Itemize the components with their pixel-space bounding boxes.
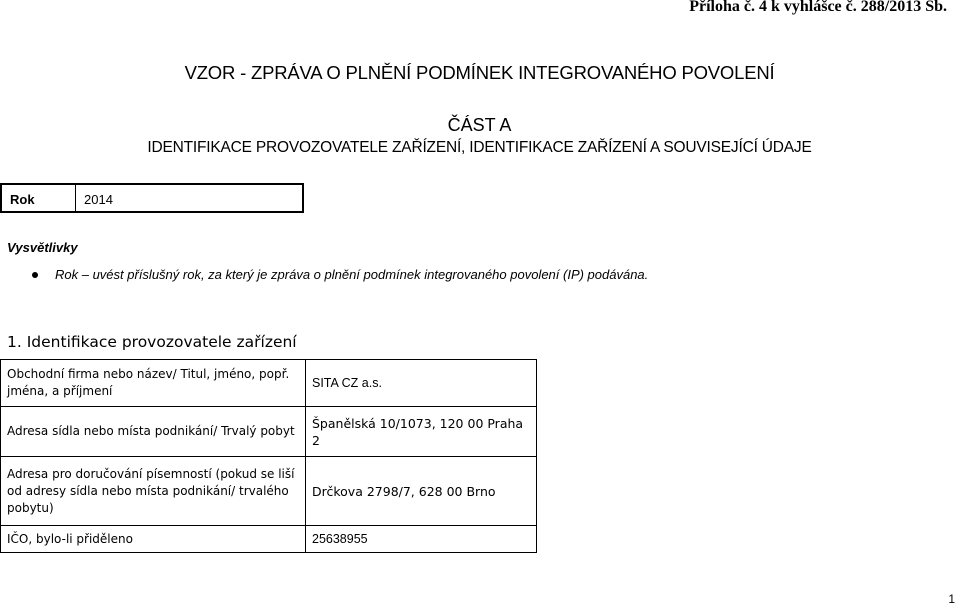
part-label: ČÁST A — [447, 115, 512, 135]
section-title: 1. Identifikace provozovatele zařízení — [7, 333, 297, 351]
operator-identification-table — [0, 359, 537, 553]
document-title: VZOR - ZPRÁVA O PLNĚNÍ PODMÍNEK INTEGROVANÉHO POVOLENÍ — [184, 62, 775, 83]
notes-heading: Vysvětlivky — [7, 240, 78, 255]
table-row — [1, 360, 537, 407]
part-subtitle: IDENTIFIKACE PROVOZOVATELE ZAŘÍZENÍ, IDENTIFIKACE ZAŘÍZENÍ A SOUVISEJÍCÍ ÚDAJE — [147, 139, 812, 156]
row-label: Obchodní firma nebo název/ Titul, jméno, popř. jména, a příjmení — [1, 360, 306, 407]
year-divider — [75, 185, 76, 211]
year-value: 2014 — [84, 192, 113, 207]
bullet-icon — [32, 272, 38, 278]
row-value: Španělská 10/1073, 120 00 Praha 2 — [306, 407, 537, 457]
year-label: Rok — [10, 192, 35, 207]
note-item: Rok – uvést příslušný rok, za který je zpráva o plnění podmínek integrovaného povolení (IP) podávána. — [55, 267, 649, 282]
table-row — [1, 526, 537, 553]
row-label: Adresa sídla nebo místa podnikání/ Trvalý pobyt — [1, 407, 306, 457]
year-field — [0, 183, 304, 213]
row-label: IČO, bylo-li přiděleno — [1, 526, 306, 553]
table-row — [1, 407, 537, 457]
annex-reference: Příloha č. 4 k vyhlášce č. 288/2013 Sb. — [689, 0, 947, 15]
row-value: Drčkova 2798/7, 628 00 Brno — [306, 457, 537, 526]
page-number: 1 — [948, 592, 955, 606]
row-label: Adresa pro doručování písemností (pokud se liší od adresy sídla nebo místa podnikání/ trvalého pobytu) — [1, 457, 306, 526]
row-value: 25638955 — [306, 526, 537, 553]
row-value: SITA CZ a.s. — [306, 360, 537, 407]
table-row — [1, 457, 537, 526]
